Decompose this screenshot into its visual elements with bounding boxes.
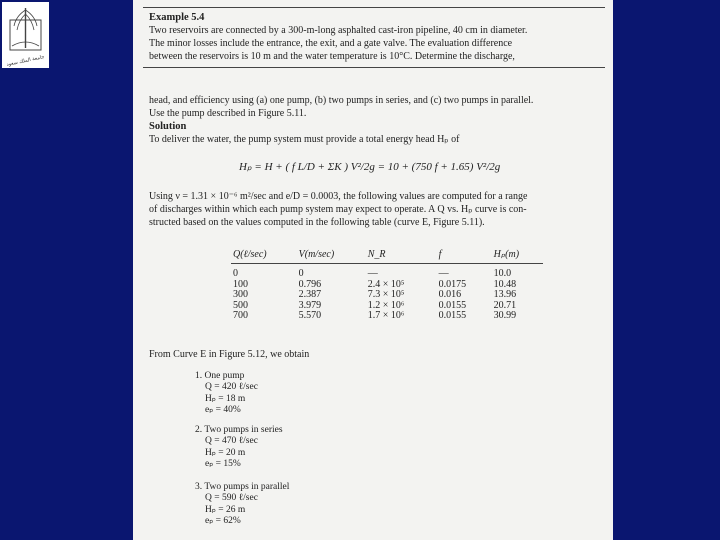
top-rule (143, 7, 605, 8)
table-cell: 700 (233, 310, 248, 321)
continuation-block (149, 94, 607, 146)
table-cell: 1.2 × 10⁶ (367, 299, 405, 311)
using-line: structed based on the values computed in the following table (curve E, Figure 5.11). (149, 217, 485, 228)
table-cell: 2.4 × 10⁵ (367, 278, 405, 290)
values-table (231, 246, 543, 322)
table-cell: 30.99 (493, 310, 517, 321)
table-cell: 10.48 (493, 278, 517, 290)
table-cell: 0.0155 (438, 299, 467, 311)
logo-caption: جامعة الملك سعود (5, 54, 46, 68)
col-header-q: Q(ℓ/sec) (231, 246, 297, 264)
result-efficiency: eₚ = 40% (205, 405, 241, 416)
example-line: between the reservoirs is 10 m and the water temperature is 10°C. Determine the discharge, (149, 51, 515, 62)
example-block (149, 11, 607, 63)
col-header-nr: N_R (366, 246, 437, 264)
table-cell: 500 (233, 299, 248, 311)
result-efficiency: eₚ = 62% (205, 516, 241, 527)
col-header-hp: Hₚ(m) (492, 246, 543, 264)
energy-equation: Hₚ = H + ( f L/D + ΣK ) V²/2g = 10 + (750 f + 1.65) V²/2g (239, 161, 501, 173)
result-discharge: Q = 470 ℓ/sec (205, 436, 258, 447)
result-one-pump (195, 371, 258, 417)
table-cell: 2.387 (298, 289, 322, 300)
table-cell: — (438, 268, 449, 279)
table-row (231, 269, 543, 280)
col-header-f: f (437, 246, 492, 264)
continuation-line: head, and efficiency using (a) one pump, (b) two pumps in series, and (c) two pumps in parallel. (149, 95, 534, 106)
university-logo (2, 2, 49, 68)
table-header-row (231, 246, 543, 264)
page-break-rule (143, 67, 605, 68)
example-line: The minor losses include the entrance, the exit, and a gate valve. The evaluation difference (149, 38, 513, 49)
table-cell: 7.3 × 10⁵ (367, 289, 405, 300)
col-header-v: V(m/sec) (297, 246, 366, 264)
result-head: Hₚ = 20 m (205, 447, 246, 458)
table-cell: 0.0155 (438, 310, 467, 321)
using-line: of discharges within which each pump system may expect to operate. A Q vs. Hₚ curve is con- (149, 204, 527, 215)
table-row (231, 290, 543, 301)
result-series (195, 425, 283, 471)
table-cell: 0.796 (298, 278, 322, 290)
table-cell: 5.570 (298, 310, 322, 321)
continuation-line: Use the pump described in Figure 5.11. (149, 108, 307, 119)
result-title: 2. Two pumps in series (195, 425, 283, 435)
table-cell: 100 (233, 278, 248, 290)
textbook-page (133, 0, 613, 540)
example-title: Example 5.4 (149, 12, 205, 23)
using-line: Using ν = 1.31 × 10⁻⁶ m²/sec and e/D = 0.0003, the following values are computed for a range (149, 191, 528, 202)
table-cell: 1.7 × 10⁶ (367, 310, 405, 321)
table-cell: 10.0 (493, 268, 512, 279)
using-block (149, 190, 607, 229)
table-cell: 0 (233, 268, 238, 279)
table-cell: — (367, 268, 378, 279)
solution-intro: To deliver the water, the pump system must provide a total energy head Hₚ of (149, 134, 460, 145)
table-cell: 20.71 (493, 299, 517, 311)
table-row (231, 311, 543, 322)
result-title: 3. Two pumps in parallel (195, 482, 290, 492)
result-efficiency: eₚ = 15% (205, 459, 241, 470)
result-discharge: Q = 590 ℓ/sec (205, 493, 258, 504)
result-parallel (195, 482, 289, 528)
table-cell: 300 (233, 289, 248, 300)
from-curve-line: From Curve E in Figure 5.12, we obtain (149, 349, 310, 360)
solution-title: Solution (149, 121, 187, 132)
result-title: 1. One pump (195, 371, 245, 381)
table-cell: 0 (298, 268, 304, 279)
result-head: Hₚ = 18 m (205, 393, 246, 404)
table-cell: 13.96 (493, 289, 517, 300)
table-cell: 0.0175 (438, 278, 467, 290)
table-cell: 3.979 (298, 299, 322, 311)
table-cell: 0.016 (438, 289, 462, 300)
example-line: Two reservoirs are connected by a 300-m-long asphalted cast-iron pipeline, 40 cm in diameter. (149, 25, 528, 36)
result-discharge: Q = 420 ℓ/sec (205, 382, 258, 393)
result-head: Hₚ = 26 m (205, 504, 246, 515)
